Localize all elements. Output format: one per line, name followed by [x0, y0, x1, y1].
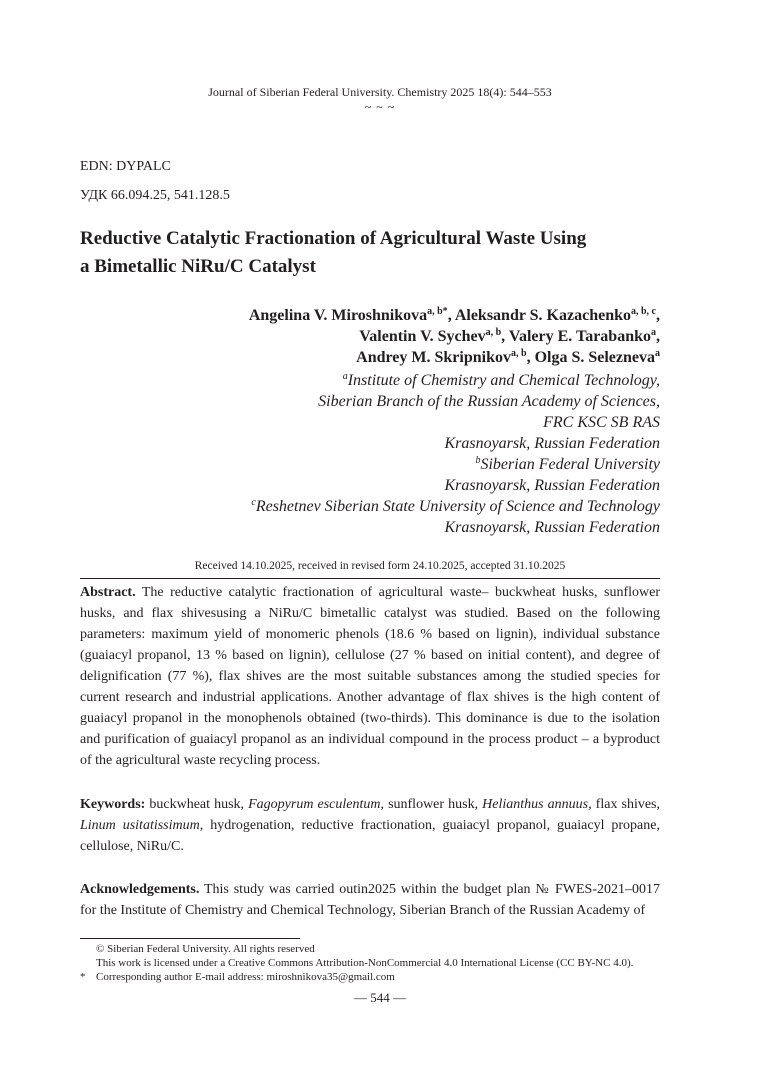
- footnote-star: *: [80, 971, 86, 983]
- journal-header: Journal of Siberian Federal University. Chemistry 2025 18(4): 544–553: [208, 85, 552, 99]
- page-number: ― 544 ―: [354, 990, 406, 1005]
- affiliation-line: Krasnoyarsk, Russian Federation: [444, 519, 660, 536]
- affiliation-line: $^b$Siberian Federal University: [475, 455, 660, 473]
- affiliation-list: [251, 370, 660, 538]
- author-affil-sup: a, b*: [427, 306, 448, 317]
- author-name: Aleksandr S. Kazachenko: [454, 307, 631, 324]
- author-name: Angelina V. Miroshnikova: [248, 307, 428, 324]
- author-affil-sup: a, b: [511, 348, 527, 359]
- author-name: Olga S. Selezneva: [534, 349, 655, 366]
- license-note: This work is licensed under a Creative Commons Attribution-NonCommercial 4.0 International License (CC BY-NC 4.0).: [96, 957, 634, 969]
- keywords-label: Keywords:: [80, 797, 146, 812]
- authors-line-1: Angelina V. Miroshnikova$^{a, b*}$, Aleksandr S. Kazachenko$^{a, b, c}$,: [248, 306, 660, 324]
- ack-text: This study was carried outin2025 within the budget plan № FWES-2021–0017 for the Institute of Chemistry and Chemical Technology, Siberian Branch of the Russian Academy of: [80, 882, 660, 918]
- affiliation-line: Krasnoyarsk, Russian Federation: [444, 477, 660, 494]
- keywords-paragraph: Keywords: buckwheat husk, Fagopyrum esculentum, sunflower husk, Helianthus annuus, flax shives, Linum usitatissimum, hydrogenation, reductive fractionation, guaiacyl propanol, guaiacyl propane, cellulose, NiRu/C.: [80, 797, 661, 854]
- author-name: Andrey M. Skripnikov: [356, 349, 511, 366]
- title-line-1: Reductive Catalytic Fractionation of Agricultural Waste Using: [80, 228, 587, 249]
- abstract-label: Abstract.: [80, 585, 136, 600]
- affiliation-line: $^c$Reshetnev Siberian State University of Science and Technology: [251, 497, 660, 515]
- authors-line-2: Valentin V. Sychev$^{a, b}$, Valery E. Tarabanko$^a$,: [359, 327, 660, 345]
- received-dates: Received 14.10.2025, received in revised form 24.10.2025, accepted 31.10.2025: [194, 560, 566, 572]
- author-name: Valery E. Tarabanko: [508, 328, 651, 345]
- udk-code: УДК 66.094.25, 541.128.5: [80, 188, 230, 203]
- acknowledgements-paragraph: [80, 879, 660, 921]
- corresponding-author-note: [80, 970, 395, 984]
- author-affil-sup: a: [651, 327, 656, 338]
- author-affil-sup: a, b, c: [631, 306, 656, 317]
- title-line-2: a Bimetallic NiRu/C Catalyst: [80, 256, 316, 277]
- affiliation-line: Siberian Branch of the Russian Academy of Sciences,: [318, 393, 660, 410]
- ack-label: Acknowledgements.: [80, 882, 200, 897]
- corresponding-text: Corresponding author E-mail address: miroshnikova35@gmail.com: [96, 971, 395, 983]
- article-title: [80, 225, 680, 281]
- affiliation-line: $^a$Institute of Chemistry and Chemical Technology,: [342, 371, 660, 389]
- copyright-note: © Siberian Federal University. All rights reserved: [96, 943, 315, 955]
- affiliation-line: Krasnoyarsk, Russian Federation: [444, 435, 660, 452]
- edn-code: EDN: DYPALC: [80, 159, 171, 174]
- header-ornament: ~ ~ ~: [364, 100, 396, 114]
- divider-rule: [80, 578, 660, 579]
- author-name: Valentin V. Sychev: [359, 328, 486, 345]
- abstract-paragraph: [80, 582, 660, 771]
- abstract-text: The reductive catalytic fractionation of agricultural waste– buckwheat husks, sunflower husks, and flax shivesusing a NiRu/C bimetallic catalyst was studied. Based on the following parameters: maximum yield of monomeric phenols (18.6 % based on lignin), individual substance (guaiacyl propanol, 13 % based on lignin), cellulose (27 % based on initial content), and degree of delignification (77 %), flax shives are the most suitable substances among the studied species for current research and industrial applications. Another advantage of flax shives is the high content of guaiacyl propanol in the monophenols obtained (two-thirds). This dominance is due to the isolation and purification of guaiacyl propanol as an individual compound in the process product – a byproduct of the agricultural waste recycling process.: [80, 585, 660, 768]
- author-affil-sup: a, b: [485, 327, 502, 338]
- affiliation-line: FRC KSC SB RAS: [543, 414, 660, 431]
- footnote-rule: [80, 938, 300, 939]
- author-list: [249, 305, 660, 368]
- author-affil-sup: a: [655, 348, 660, 359]
- authors-line-3: Andrey M. Skripnikov$^{a, b}$, Olga S. Selezneva$^a$: [356, 348, 660, 366]
